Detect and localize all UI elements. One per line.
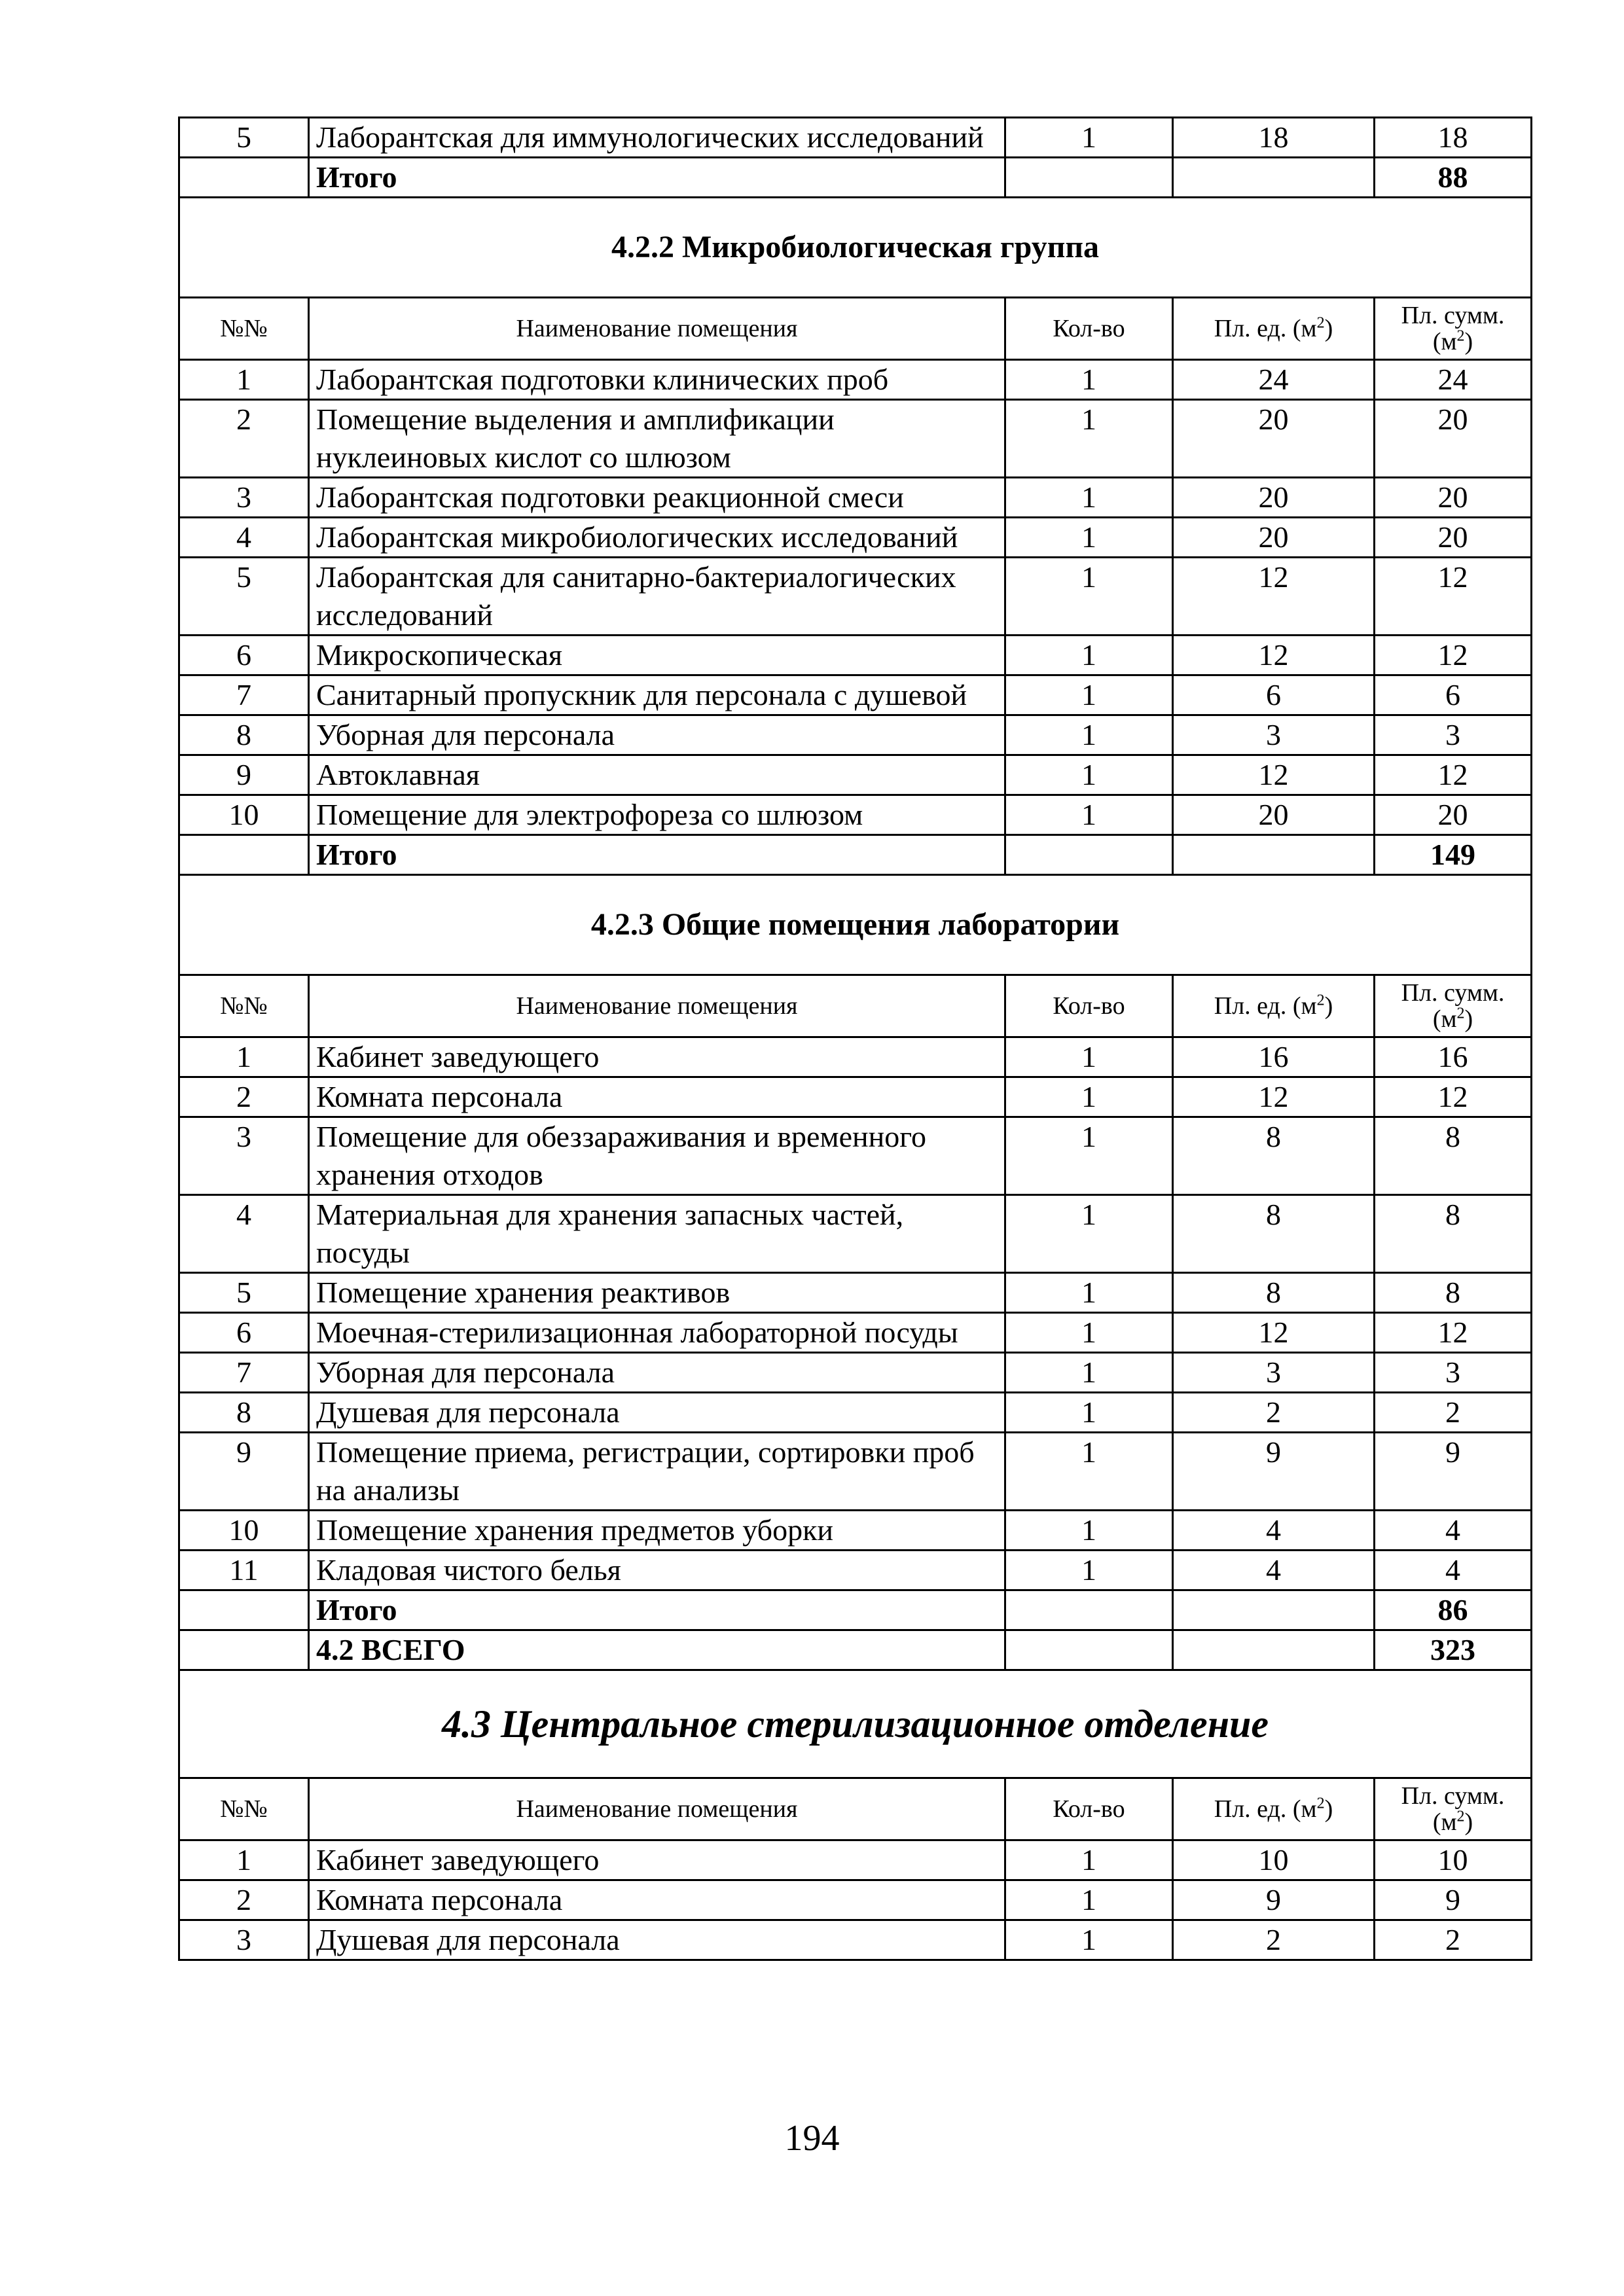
header-sum-close: ) [1464, 1005, 1473, 1033]
header-unit-area [1173, 975, 1375, 1037]
header-sum-superscript: 2 [1456, 1005, 1465, 1022]
row-number-cell: 7 [179, 675, 309, 715]
room-name-cell: Микроскопическая [309, 636, 1005, 675]
total-area-cell: 20 [1375, 795, 1532, 835]
table-row [179, 1195, 1532, 1273]
table-row [179, 795, 1532, 835]
quantity-cell: 1 [1005, 1511, 1173, 1551]
header-unit-close: ) [1324, 1795, 1333, 1823]
table-row [179, 1117, 1532, 1195]
row-number-cell: 7 [179, 1353, 309, 1393]
quantity-cell: 1 [1005, 400, 1173, 478]
total-area-cell: 12 [1375, 558, 1532, 636]
quantity-cell: 1 [1005, 1551, 1173, 1590]
header-sum-superscript: 2 [1456, 1808, 1465, 1825]
unit-area-cell: 24 [1173, 360, 1375, 400]
table-row [179, 675, 1532, 715]
header-room-name: Наименование помещения [309, 975, 1005, 1037]
quantity-cell: 1 [1005, 1880, 1173, 1920]
row-number-cell: 6 [179, 1313, 309, 1353]
quantity-cell: 1 [1005, 1117, 1173, 1195]
grand-total-row [179, 1630, 1532, 1670]
row-number-cell: 1 [179, 1037, 309, 1077]
header-sum-unit [1382, 329, 1524, 355]
total-row [179, 835, 1532, 875]
column-header-row [179, 975, 1532, 1037]
row-number-cell: 8 [179, 1393, 309, 1433]
row-number-cell: 1 [179, 1840, 309, 1880]
header-unit-superscript: 2 [1316, 314, 1325, 332]
room-name-cell: Помещение для обеззараживания и временного хранения отходов [309, 1117, 1005, 1195]
row-number-cell: 5 [179, 1273, 309, 1313]
rooms-table [178, 117, 1532, 1961]
table-row [179, 558, 1532, 636]
column-header-row [179, 1778, 1532, 1840]
unit-area-cell: 12 [1173, 558, 1375, 636]
unit-area-cell: 12 [1173, 755, 1375, 795]
total-sum: 88 [1375, 158, 1532, 198]
section-title: 4.2.3 Общие помещения лаборатории [179, 875, 1532, 975]
header-total-area [1375, 1778, 1532, 1840]
empty-cell [1173, 1630, 1375, 1670]
total-area-cell: 24 [1375, 360, 1532, 400]
total-area-cell: 16 [1375, 1037, 1532, 1077]
room-name-cell: Уборная для персонала [309, 715, 1005, 755]
total-area-cell: 2 [1375, 1393, 1532, 1433]
header-quantity: Кол-во [1005, 975, 1173, 1037]
total-area-cell: 18 [1375, 118, 1532, 158]
row-number-cell: 3 [179, 478, 309, 518]
total-area-cell: 20 [1375, 518, 1532, 558]
row-number-cell: 10 [179, 795, 309, 835]
row-number-cell: 8 [179, 715, 309, 755]
rooms-table-body [179, 118, 1532, 1960]
header-unit-text: Пл. ед. (м [1214, 315, 1317, 342]
total-sum: 323 [1375, 1630, 1532, 1670]
empty-cell [179, 158, 309, 198]
total-area-cell: 4 [1375, 1511, 1532, 1551]
total-label: Итого [309, 1590, 1005, 1630]
total-area-cell: 9 [1375, 1880, 1532, 1920]
row-number-cell: 9 [179, 755, 309, 795]
header-sum-text: (м [1432, 1005, 1457, 1033]
table-row [179, 1037, 1532, 1077]
quantity-cell: 1 [1005, 715, 1173, 755]
header-sum-line: Пл. сумм. [1401, 1782, 1505, 1810]
room-name-cell: Санитарный пропускник для персонала с душевой [309, 675, 1005, 715]
quantity-cell: 1 [1005, 360, 1173, 400]
quantity-cell: 1 [1005, 1353, 1173, 1393]
unit-area-cell: 20 [1173, 478, 1375, 518]
total-row [179, 1590, 1532, 1630]
quantity-cell: 1 [1005, 558, 1173, 636]
empty-cell [1173, 835, 1375, 875]
room-name-cell: Кладовая чистого белья [309, 1551, 1005, 1590]
table-row [179, 1880, 1532, 1920]
room-name-cell: Помещение выделения и амплификации нуклеиновых кислот со шлюзом [309, 400, 1005, 478]
empty-cell [1005, 1630, 1173, 1670]
room-name-cell: Лаборантская для санитарно-бактериалогических исследований [309, 558, 1005, 636]
header-sum-superscript: 2 [1456, 327, 1465, 345]
row-number-cell: 11 [179, 1551, 309, 1590]
unit-area-cell: 6 [1173, 675, 1375, 715]
total-area-cell: 8 [1375, 1273, 1532, 1313]
total-area-cell: 3 [1375, 1353, 1532, 1393]
room-name-cell: Лаборантская микробиологических исследований [309, 518, 1005, 558]
empty-cell [179, 835, 309, 875]
quantity-cell: 1 [1005, 1920, 1173, 1960]
total-area-cell: 4 [1375, 1551, 1532, 1590]
header-total-area [1375, 298, 1532, 360]
empty-cell [179, 1630, 309, 1670]
quantity-cell: 1 [1005, 675, 1173, 715]
header-unit-superscript: 2 [1316, 992, 1325, 1009]
header-sum-close: ) [1464, 328, 1473, 355]
total-label: Итого [309, 158, 1005, 198]
quantity-cell: 1 [1005, 1840, 1173, 1880]
room-name-cell: Комната персонала [309, 1880, 1005, 1920]
quantity-cell: 1 [1005, 1273, 1173, 1313]
total-sum: 149 [1375, 835, 1532, 875]
total-area-cell: 3 [1375, 715, 1532, 755]
room-name-cell: Помещение хранения реактивов [309, 1273, 1005, 1313]
total-sum: 86 [1375, 1590, 1532, 1630]
unit-area-cell: 20 [1173, 795, 1375, 835]
page-number: 194 [784, 2118, 840, 2159]
quantity-cell: 1 [1005, 118, 1173, 158]
total-label: Итого [309, 835, 1005, 875]
room-name-cell: Помещение хранения предметов уборки [309, 1511, 1005, 1551]
unit-area-cell: 4 [1173, 1551, 1375, 1590]
header-unit-text: Пл. ед. (м [1214, 1795, 1317, 1823]
row-number-cell: 1 [179, 360, 309, 400]
unit-area-cell: 12 [1173, 636, 1375, 675]
header-number: №№ [179, 1778, 309, 1840]
room-name-cell: Помещение приема, регистрации, сортировки проб на анализы [309, 1433, 1005, 1511]
room-name-cell: Моечная-стерилизационная лабораторной посуды [309, 1313, 1005, 1353]
table-row [179, 1077, 1532, 1117]
header-unit-superscript: 2 [1316, 1795, 1325, 1812]
table-row [179, 1551, 1532, 1590]
table-row [179, 1433, 1532, 1511]
empty-cell [1005, 158, 1173, 198]
empty-cell [1173, 158, 1375, 198]
unit-area-cell: 20 [1173, 518, 1375, 558]
table-row [179, 478, 1532, 518]
row-number-cell: 2 [179, 400, 309, 478]
unit-area-cell: 16 [1173, 1037, 1375, 1077]
quantity-cell: 1 [1005, 1195, 1173, 1273]
unit-area-cell: 8 [1173, 1117, 1375, 1195]
quantity-cell: 1 [1005, 636, 1173, 675]
total-area-cell: 12 [1375, 1077, 1532, 1117]
quantity-cell: 1 [1005, 1433, 1173, 1511]
row-number-cell: 4 [179, 518, 309, 558]
row-number-cell: 9 [179, 1433, 309, 1511]
room-name-cell: Комната персонала [309, 1077, 1005, 1117]
section-title-row [179, 1670, 1532, 1778]
unit-area-cell: 8 [1173, 1195, 1375, 1273]
header-quantity: Кол-во [1005, 298, 1173, 360]
total-area-cell: 8 [1375, 1117, 1532, 1195]
header-number: №№ [179, 298, 309, 360]
header-sum-line: Пл. сумм. [1401, 302, 1505, 329]
quantity-cell: 1 [1005, 518, 1173, 558]
row-number-cell: 2 [179, 1880, 309, 1920]
unit-area-cell: 8 [1173, 1273, 1375, 1313]
header-sum-line: Пл. сумм. [1401, 979, 1505, 1007]
empty-cell [1005, 1590, 1173, 1630]
table-row [179, 1273, 1532, 1313]
table-row [179, 715, 1532, 755]
header-room-name: Наименование помещения [309, 1778, 1005, 1840]
table-row [179, 1313, 1532, 1353]
total-area-cell: 2 [1375, 1920, 1532, 1960]
unit-area-cell: 12 [1173, 1077, 1375, 1117]
section-title: 4.2.2 Микробиологическая группа [179, 198, 1532, 298]
room-name-cell: Кабинет заведующего [309, 1037, 1005, 1077]
quantity-cell: 1 [1005, 1037, 1173, 1077]
unit-area-cell: 2 [1173, 1393, 1375, 1433]
total-area-cell: 20 [1375, 400, 1532, 478]
column-header-row [179, 298, 1532, 360]
quantity-cell: 1 [1005, 755, 1173, 795]
unit-area-cell: 9 [1173, 1433, 1375, 1511]
row-number-cell: 3 [179, 1117, 309, 1195]
room-name-cell: Уборная для персонала [309, 1353, 1005, 1393]
total-area-cell: 12 [1375, 636, 1532, 675]
header-sum-unit [1382, 1809, 1524, 1835]
quantity-cell: 1 [1005, 795, 1173, 835]
header-sum-text: (м [1432, 328, 1457, 355]
unit-area-cell: 10 [1173, 1840, 1375, 1880]
table-row [179, 118, 1532, 158]
header-quantity: Кол-во [1005, 1778, 1173, 1840]
unit-area-cell: 12 [1173, 1313, 1375, 1353]
total-area-cell: 12 [1375, 1313, 1532, 1353]
table-row [179, 360, 1532, 400]
room-name-cell: Автоклавная [309, 755, 1005, 795]
unit-area-cell: 18 [1173, 118, 1375, 158]
row-number-cell: 6 [179, 636, 309, 675]
room-name-cell: Материальная для хранения запасных частей, посуды [309, 1195, 1005, 1273]
unit-area-cell: 4 [1173, 1511, 1375, 1551]
empty-cell [179, 1590, 309, 1630]
row-number-cell: 2 [179, 1077, 309, 1117]
total-area-cell: 9 [1375, 1433, 1532, 1511]
total-area-cell: 20 [1375, 478, 1532, 518]
header-number: №№ [179, 975, 309, 1037]
header-unit-area [1173, 1778, 1375, 1840]
table-row [179, 755, 1532, 795]
section-title: 4.3 Центральное стерилизационное отделение [179, 1670, 1532, 1778]
table-row [179, 1511, 1532, 1551]
section-title-row [179, 198, 1532, 298]
empty-cell [1005, 835, 1173, 875]
header-unit-close: ) [1324, 992, 1333, 1020]
header-unit-text: Пл. ед. (м [1214, 992, 1317, 1020]
table-row [179, 400, 1532, 478]
row-number-cell: 5 [179, 558, 309, 636]
quantity-cell: 1 [1005, 1077, 1173, 1117]
total-area-cell: 6 [1375, 675, 1532, 715]
quantity-cell: 1 [1005, 1313, 1173, 1353]
room-name-cell: Лаборантская подготовки клинических проб [309, 360, 1005, 400]
unit-area-cell: 9 [1173, 1880, 1375, 1920]
table-row [179, 636, 1532, 675]
room-name-cell: Душевая для персонала [309, 1920, 1005, 1960]
quantity-cell: 1 [1005, 1393, 1173, 1433]
unit-area-cell: 3 [1173, 1353, 1375, 1393]
table-row [179, 1840, 1532, 1880]
header-sum-text: (м [1432, 1808, 1457, 1836]
unit-area-cell: 3 [1173, 715, 1375, 755]
total-area-cell: 12 [1375, 755, 1532, 795]
empty-cell [1173, 1590, 1375, 1630]
header-total-area [1375, 975, 1532, 1037]
header-unit-close: ) [1324, 315, 1333, 342]
total-area-cell: 10 [1375, 1840, 1532, 1880]
room-name-cell: Душевая для персонала [309, 1393, 1005, 1433]
table-row [179, 1920, 1532, 1960]
total-label: 4.2 ВСЕГО [309, 1630, 1005, 1670]
row-number-cell: 3 [179, 1920, 309, 1960]
room-name-cell: Лаборантская для иммунологических исследований [309, 118, 1005, 158]
room-name-cell: Лаборантская подготовки реакционной смеси [309, 478, 1005, 518]
table-row [179, 518, 1532, 558]
row-number-cell: 5 [179, 118, 309, 158]
total-area-cell: 8 [1375, 1195, 1532, 1273]
row-number-cell: 4 [179, 1195, 309, 1273]
unit-area-cell: 20 [1173, 400, 1375, 478]
room-name-cell: Помещение для электрофореза со шлюзом [309, 795, 1005, 835]
table-row [179, 1393, 1532, 1433]
row-number-cell: 10 [179, 1511, 309, 1551]
table-row [179, 1353, 1532, 1393]
unit-area-cell: 2 [1173, 1920, 1375, 1960]
total-row [179, 158, 1532, 198]
quantity-cell: 1 [1005, 478, 1173, 518]
header-sum-unit [1382, 1006, 1524, 1032]
header-unit-area [1173, 298, 1375, 360]
header-sum-close: ) [1464, 1808, 1473, 1836]
header-room-name: Наименование помещения [309, 298, 1005, 360]
room-name-cell: Кабинет заведующего [309, 1840, 1005, 1880]
section-title-row [179, 875, 1532, 975]
